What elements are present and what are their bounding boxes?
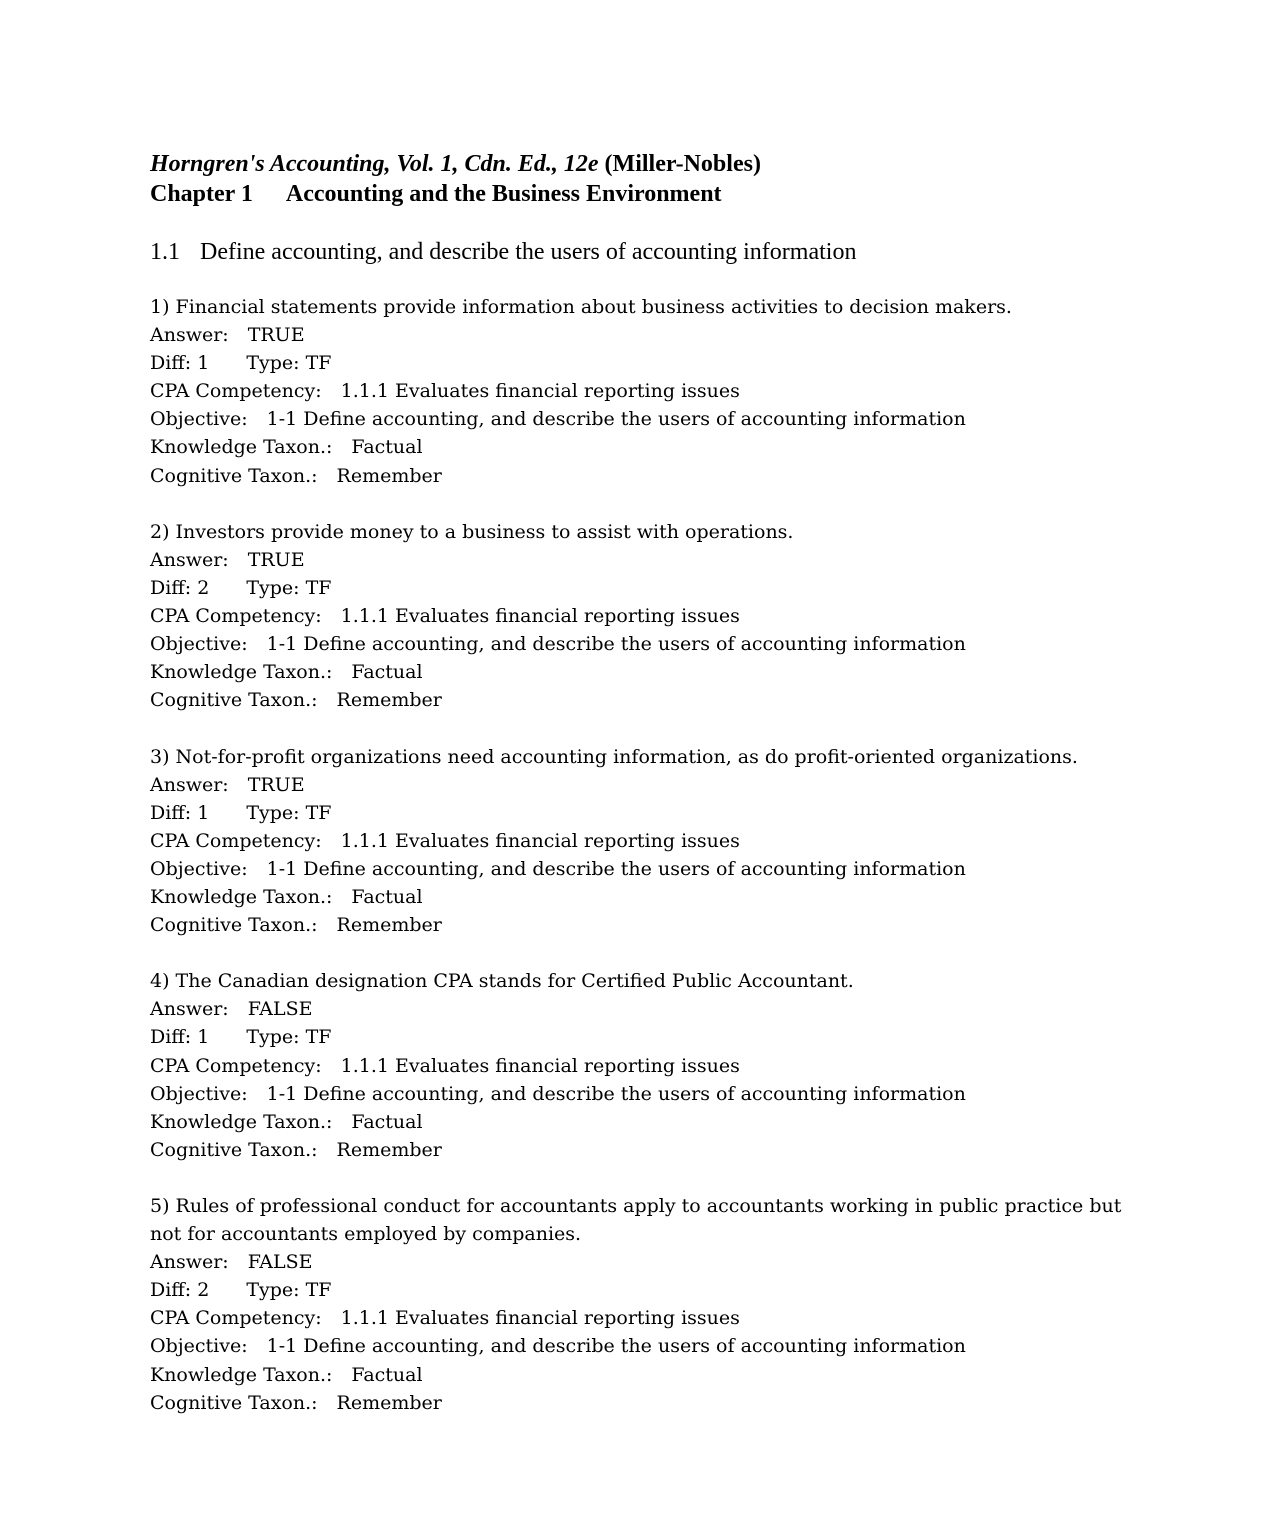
cpa-line: [150, 377, 1150, 405]
type-label: Type:: [246, 1279, 300, 1302]
cpa-value: 1.1.1 Evaluates financial reporting issues: [340, 829, 740, 852]
knowledge-line: [150, 433, 1150, 461]
answer-line: [150, 546, 1150, 574]
objective-label: Objective:: [150, 857, 248, 880]
cpa-label: CPA Competency:: [150, 605, 322, 628]
cpa-value: 1.1.1 Evaluates financial reporting issues: [340, 1054, 740, 1077]
question-stem: 1) Financial statements provide information about business activities to decision makers.: [150, 296, 1012, 318]
cognitive-value: Remember: [336, 689, 442, 712]
objective-value: 1-1 Define accounting, and describe the users of accounting information: [266, 633, 966, 656]
question-list: [150, 293, 1150, 1417]
cognitive-label: Cognitive Taxon.:: [150, 1391, 318, 1414]
cognitive-label: Cognitive Taxon.:: [150, 689, 318, 712]
document-page: [150, 149, 1150, 1445]
question-item: [150, 743, 1150, 940]
knowledge-value: Factual: [351, 436, 423, 459]
cpa-line: [150, 1052, 1150, 1080]
knowledge-value: Factual: [351, 661, 423, 684]
objective-line: [150, 1332, 1150, 1360]
knowledge-value: Factual: [351, 1363, 423, 1386]
cognitive-value: Remember: [336, 914, 442, 937]
knowledge-label: Knowledge Taxon.:: [150, 1110, 333, 1133]
objective-label: Objective:: [150, 408, 248, 431]
answer-label: Answer:: [150, 324, 229, 347]
knowledge-label: Knowledge Taxon.:: [150, 885, 333, 908]
type-value: TF: [305, 352, 332, 375]
answer-label: Answer:: [150, 773, 229, 796]
knowledge-line: [150, 1361, 1150, 1389]
answer-value: FALSE: [247, 1251, 313, 1274]
type-label: Type:: [246, 352, 300, 375]
knowledge-line: [150, 658, 1150, 686]
diff-value: 1: [197, 1026, 210, 1049]
cognitive-label: Cognitive Taxon.:: [150, 464, 318, 487]
knowledge-label: Knowledge Taxon.:: [150, 1363, 333, 1386]
type-value: TF: [305, 576, 332, 599]
objective-label: Objective:: [150, 633, 248, 656]
objective-value: 1-1 Define accounting, and describe the users of accounting information: [266, 1335, 966, 1358]
book-title: Horngren's Accounting, Vol. 1, Cdn. Ed., 12e: [150, 151, 599, 177]
diff-label: Diff:: [150, 1026, 192, 1049]
objective-line: [150, 1080, 1150, 1108]
cpa-label: CPA Competency:: [150, 380, 322, 403]
chapter-title: Accounting and the Business Environment: [285, 181, 722, 207]
question-item: [150, 1192, 1150, 1417]
answer-label: Answer:: [150, 548, 229, 571]
cpa-value: 1.1.1 Evaluates financial reporting issues: [340, 1307, 740, 1330]
type-label: Type:: [246, 1026, 300, 1049]
answer-line: [150, 1248, 1150, 1276]
cognitive-value: Remember: [336, 1391, 442, 1414]
question-stem: 5) Rules of professional conduct for accountants apply to accountants working in public practice but not for accountants employed by companies.: [150, 1195, 1122, 1246]
type-label: Type:: [246, 576, 300, 599]
diff-label: Diff:: [150, 352, 192, 375]
objective-value: 1-1 Define accounting, and describe the users of accounting information: [266, 1082, 966, 1105]
objective-line: [150, 630, 1150, 658]
cognitive-line: [150, 462, 1150, 490]
question-item: [150, 518, 1150, 715]
objective-line: [150, 855, 1150, 883]
objective-label: Objective:: [150, 1335, 248, 1358]
question-item: [150, 293, 1150, 490]
cpa-label: CPA Competency:: [150, 829, 322, 852]
cpa-label: CPA Competency:: [150, 1307, 322, 1330]
cpa-label: CPA Competency:: [150, 1054, 322, 1077]
cpa-value: 1.1.1 Evaluates financial reporting issues: [340, 380, 740, 403]
answer-value: TRUE: [247, 548, 305, 571]
type-value: TF: [305, 1279, 332, 1302]
objective-value: 1-1 Define accounting, and describe the users of accounting information: [266, 408, 966, 431]
diff-value: 1: [197, 352, 210, 375]
cognitive-label: Cognitive Taxon.:: [150, 914, 318, 937]
question-stem: 3) Not-for-profit organizations need accounting information, as do profit-oriented organizations.: [150, 745, 1078, 768]
answer-label: Answer:: [150, 998, 229, 1021]
chapter-heading: [150, 179, 1150, 209]
knowledge-line: [150, 883, 1150, 911]
answer-value: TRUE: [247, 773, 305, 796]
book-title-line: [150, 149, 1150, 179]
question-stem: 4) The Canadian designation CPA stands for Certified Public Accountant.: [150, 970, 854, 993]
chapter-label: Chapter 1: [150, 181, 253, 207]
cpa-value: 1.1.1 Evaluates financial reporting issues: [340, 605, 740, 628]
answer-value: FALSE: [247, 998, 313, 1021]
knowledge-label: Knowledge Taxon.:: [150, 436, 333, 459]
diff-line: [150, 1023, 1150, 1051]
diff-value: 1: [197, 801, 210, 824]
type-label: Type:: [246, 801, 300, 824]
answer-line: [150, 771, 1150, 799]
cpa-line: [150, 827, 1150, 855]
objective-label: Objective:: [150, 1082, 248, 1105]
knowledge-value: Factual: [351, 1110, 423, 1133]
cpa-line: [150, 602, 1150, 630]
book-author: (Miller-Nobles): [604, 151, 761, 177]
cpa-line: [150, 1304, 1150, 1332]
answer-value: TRUE: [247, 324, 305, 347]
cognitive-line: [150, 1136, 1150, 1164]
answer-line: [150, 995, 1150, 1023]
cognitive-value: Remember: [336, 1138, 442, 1161]
diff-label: Diff:: [150, 576, 192, 599]
diff-line: [150, 574, 1150, 602]
question-stem: 2) Investors provide money to a business to assist with operations.: [150, 520, 794, 543]
diff-line: [150, 349, 1150, 377]
knowledge-line: [150, 1108, 1150, 1136]
diff-label: Diff:: [150, 801, 192, 824]
cognitive-label: Cognitive Taxon.:: [150, 1138, 318, 1161]
cognitive-line: [150, 686, 1150, 714]
section-heading: [150, 237, 1150, 267]
diff-value: 2: [197, 1279, 210, 1302]
question-item: [150, 967, 1150, 1164]
cognitive-line: [150, 911, 1150, 939]
objective-line: [150, 405, 1150, 433]
diff-line: [150, 799, 1150, 827]
knowledge-label: Knowledge Taxon.:: [150, 661, 333, 684]
answer-line: [150, 321, 1150, 349]
type-value: TF: [305, 801, 332, 824]
cognitive-value: Remember: [336, 464, 442, 487]
type-value: TF: [305, 1026, 332, 1049]
objective-value: 1-1 Define accounting, and describe the users of accounting information: [266, 857, 966, 880]
answer-label: Answer:: [150, 1251, 229, 1274]
diff-value: 2: [197, 576, 210, 599]
cognitive-line: [150, 1389, 1150, 1417]
knowledge-value: Factual: [351, 885, 423, 908]
section-number: 1.1: [150, 239, 180, 265]
section-title: Define accounting, and describe the users of accounting information: [200, 239, 857, 265]
diff-line: [150, 1276, 1150, 1304]
diff-label: Diff:: [150, 1279, 192, 1302]
